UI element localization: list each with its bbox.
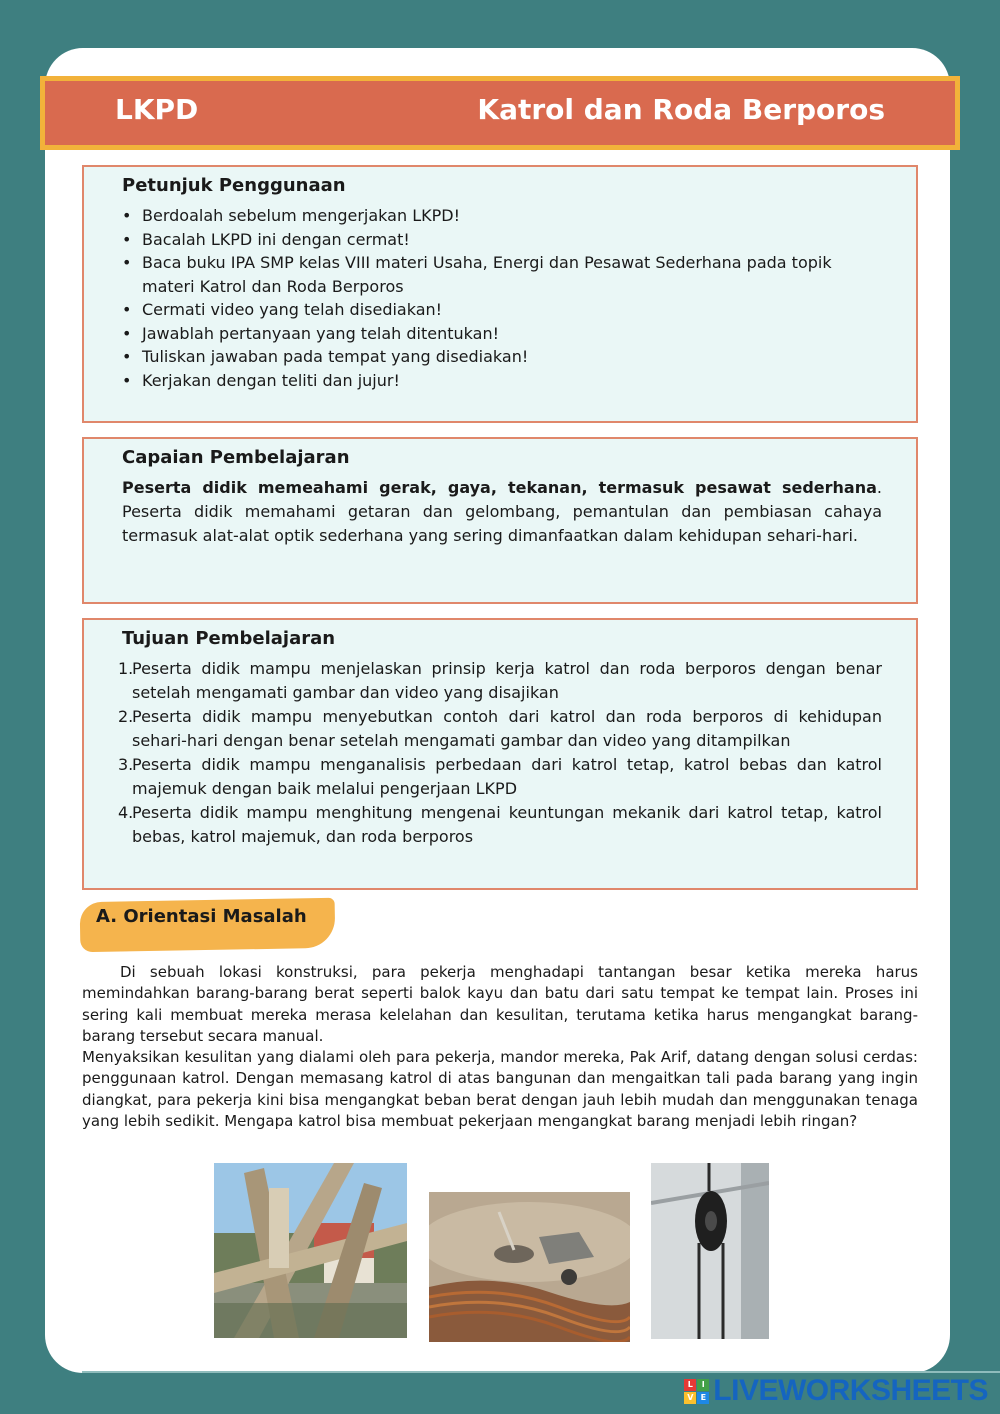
tujuan-title: Tujuan Pembelajaran [122, 628, 336, 649]
story-paragraph-1: Di sebuah lokasi konstruksi, para pekerja menghadapi tantangan besar ketika mereka harus memindahkan barang-barang berat seperti balok kayu dan batu dari satu tempat ke tempat lain. Proses ini sering kali membuat mereka merasa kelelahan dan kesulitan, terutama ketika harus mengangkat barang-barang tersebut secara manual. [82, 963, 918, 1045]
item-number: 3. [118, 755, 134, 774]
capaian-box [82, 437, 918, 604]
photo-wooden-scaffold [214, 1163, 407, 1338]
list-item: • Kerjakan dengan teliti dan jujur! [122, 369, 882, 393]
liveworksheets-logo [684, 1373, 988, 1409]
header-banner [40, 76, 960, 150]
list-item: • Cermati video yang telah disediakan! [122, 298, 882, 322]
header-lkpd: LKPD [115, 93, 199, 126]
petunjuk-title: Petunjuk Penggunaan [122, 175, 346, 196]
capaian-text [122, 476, 882, 548]
item-text: Peserta didik mampu menghitung mengenai keuntungan mekanik dari katrol tetap, katrol bebas, katrol majemuk, dan roda berporos [132, 803, 882, 846]
list-item [118, 657, 882, 705]
list-item: • Baca buku IPA SMP kelas VIII materi Usaha, Energi dan Pesawat Sederhana pada topik materi Katrol dan Roda Berporos [122, 251, 882, 298]
list-item: • Tuliskan jawaban pada tempat yang disediakan! [122, 345, 882, 369]
list-item: • Berdoalah sebelum mengerjakan LKPD! [122, 204, 882, 228]
capaian-rest: . Peserta didik memahami getaran dan gelombang, pemantulan dan pembiasan cahaya termasuk alat-alat optik sederhana yang sering dimanfaatkan dalam kehidupan sehari-hari. [122, 478, 882, 545]
capaian-title: Capaian Pembelajaran [122, 447, 350, 468]
list-item [118, 801, 882, 849]
header-topic: Katrol dan Roda Berporos [477, 93, 885, 126]
list-item [118, 753, 882, 801]
list-item: • Jawablah pertanyaan yang telah ditentukan! [122, 322, 882, 346]
list-item: • Bacalah LKPD ini dengan cermat! [122, 228, 882, 252]
item-number: 1. [118, 659, 134, 678]
item-text: Peserta didik mampu menganalisis perbedaan dari katrol tetap, katrol bebas dan katrol majemuk dengan baik melalui pengerjaan LKPD [132, 755, 882, 798]
petunjuk-list [122, 204, 882, 392]
item-number: 2. [118, 707, 134, 726]
list-item [118, 705, 882, 753]
photo-pulley-block [651, 1163, 769, 1339]
item-number: 4. [118, 803, 134, 822]
brand-text: LIVEWORKSHEETS [713, 1374, 988, 1407]
item-text: Peserta didik mampu menyebutkan contoh dari katrol dan roda berporos di kehidupan sehari-hari dengan benar setelah mengamati gambar dan video yang ditampilkan [132, 707, 882, 750]
section-title: A. Orientasi Masalah [96, 906, 307, 927]
capaian-bold: Peserta didik memeahami gerak, gaya, tekanan, termasuk pesawat sederhana [122, 478, 877, 497]
tujuan-list [118, 657, 882, 849]
item-text: Peserta didik mampu menjelaskan prinsip kerja katrol dan roda berporos dengan benar setelah mengamati gambar dan video yang disajikan [132, 659, 882, 702]
tujuan-box [82, 618, 918, 890]
photo-construction-ground [429, 1192, 630, 1342]
story-paragraph-2: Menyaksikan kesulitan yang dialami oleh para pekerja, mandor mereka, Pak Arif, datang dengan solusi cerdas: penggunaan katrol. Dengan memasang katrol di atas bangunan dan mengaitkan tali pada barang yang ingin diangkat, para pekerja kini bisa mengangkat beban berat dengan jauh lebih mudah dan menggunakan tenaga yang lebih sedikit. Mengapa katrol bisa membuat pekerjaan mengangkat barang menjadi lebih ringan? [82, 1048, 918, 1131]
petunjuk-box [82, 165, 918, 423]
orientasi-story [82, 962, 918, 1132]
logo-blocks-icon: L I V E [684, 1379, 709, 1404]
